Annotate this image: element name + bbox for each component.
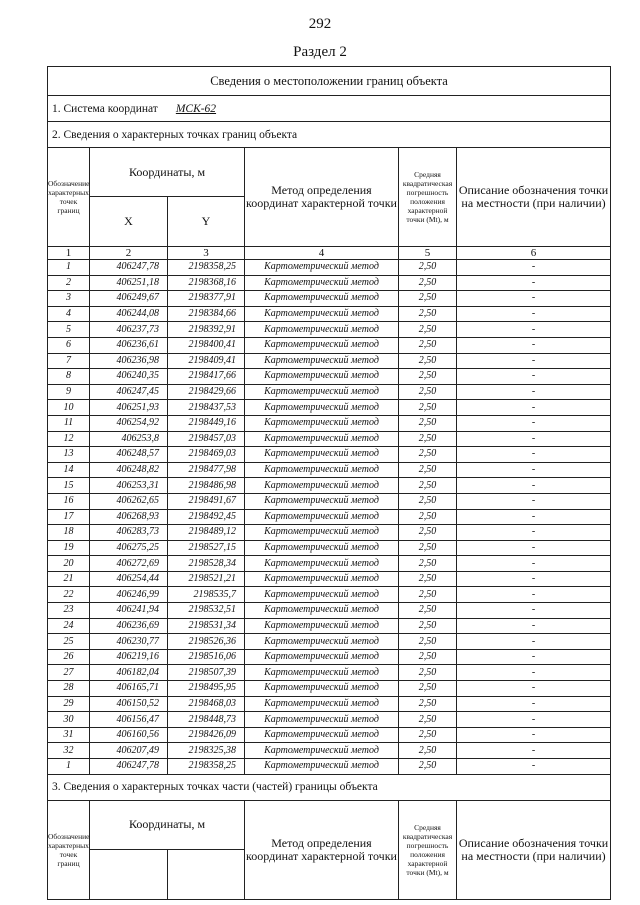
point-id-cell: 32 [48,743,90,759]
method-cell: Картометрический метод [245,400,399,416]
method-cell: Картометрический метод [245,759,399,775]
coord-y-cell: 2198325,38 [168,743,245,759]
coord-x-cell: 406246,99 [90,587,168,603]
table-row [48,260,611,276]
error-value-cell: 2,50 [399,291,457,307]
coord-x-cell: 406253,8 [90,431,168,447]
section-heading: Раздел 2 [293,44,347,60]
error-value-cell: 2,50 [399,649,457,665]
description-cell: - [457,618,611,634]
error-value-cell: 2,50 [399,384,457,400]
error-value-cell: 2,50 [399,665,457,681]
table-row [48,509,611,525]
error-value-cell: 2,50 [399,400,457,416]
description-cell: - [457,275,611,291]
description-cell: - [457,415,611,431]
point-id-cell: 6 [48,337,90,353]
error-value-cell: 2,50 [399,696,457,712]
error-value-cell: 2,50 [399,743,457,759]
description-cell: - [457,384,611,400]
coord-x-cell: 406268,93 [90,509,168,525]
header-description: Описание обозначения точки на местности (при наличии) [457,148,611,247]
coord-y-cell: 2198507,39 [168,665,245,681]
part-header-y [168,849,245,899]
coord-y-cell: 2198492,45 [168,509,245,525]
coord-x-cell: 406236,61 [90,337,168,353]
coord-y-cell: 2198377,91 [168,291,245,307]
coord-x-cell: 406247,45 [90,384,168,400]
method-cell: Картометрический метод [245,369,399,385]
coord-y-cell: 2198527,15 [168,540,245,556]
table-row [48,447,611,463]
point-id-cell: 14 [48,462,90,478]
coord-x-cell: 406236,98 [90,353,168,369]
coord-y-cell: 2198468,03 [168,696,245,712]
method-cell: Картометрический метод [245,712,399,728]
point-id-cell: 4 [48,306,90,322]
coord-x-cell: 406156,47 [90,712,168,728]
description-cell: - [457,634,611,650]
description-cell: - [457,291,611,307]
coord-x-cell: 406244,08 [90,306,168,322]
header-error: Средняя квадратическая погрешность положения характерной точки (Mt), м [399,148,457,247]
coord-x-cell: 406207,49 [90,743,168,759]
coord-x-cell: 406253,31 [90,478,168,494]
description-cell: - [457,447,611,463]
error-value-cell: 2,50 [399,493,457,509]
header-x: X [90,197,168,247]
error-value-cell: 2,50 [399,353,457,369]
table-row [48,353,611,369]
point-id-cell: 27 [48,665,90,681]
error-value-cell: 2,50 [399,260,457,276]
coord-x-cell: 406248,57 [90,447,168,463]
column-number: 4 [245,247,399,260]
point-id-cell: 10 [48,400,90,416]
coord-y-cell: 2198495,95 [168,681,245,697]
point-id-cell: 13 [48,447,90,463]
error-value-cell: 2,50 [399,415,457,431]
table-title: Сведения о местоположении границ объекта [48,67,611,96]
description-cell: - [457,649,611,665]
coord-y-cell: 2198521,21 [168,571,245,587]
coord-y-cell: 2198449,16 [168,415,245,431]
error-value-cell: 2,50 [399,556,457,572]
coord-x-cell: 406219,16 [90,649,168,665]
coord-x-cell: 406272,69 [90,556,168,572]
header-y: Y [168,197,245,247]
coord-y-cell: 2198437,53 [168,400,245,416]
point-id-cell: 22 [48,587,90,603]
point-id-cell: 12 [48,431,90,447]
part-header-description: Описание обозначения точки на местности (при наличии) [457,800,611,899]
point-id-cell: 2 [48,275,90,291]
coord-x-cell: 406283,73 [90,525,168,541]
coord-y-cell: 2198429,66 [168,384,245,400]
coord-x-cell: 406230,77 [90,634,168,650]
coord-y-cell: 2198426,09 [168,727,245,743]
table-row [48,759,611,775]
description-cell: - [457,665,611,681]
table-row [48,478,611,494]
table-row [48,712,611,728]
table-row [48,462,611,478]
method-cell: Картометрический метод [245,634,399,650]
description-cell: - [457,369,611,385]
method-cell: Картометрический метод [245,681,399,697]
description-cell: - [457,743,611,759]
coord-y-cell: 2198392,91 [168,322,245,338]
coord-y-cell: 2198384,66 [168,306,245,322]
method-cell: Картометрический метод [245,556,399,572]
description-cell: - [457,681,611,697]
table-row [48,556,611,572]
error-value-cell: 2,50 [399,447,457,463]
coord-y-cell: 2198448,73 [168,712,245,728]
coord-y-cell: 2198400,41 [168,337,245,353]
part-section-title: 3. Сведения о характерных точках части (частей) границы объекта [48,774,611,800]
method-cell: Картометрический метод [245,571,399,587]
coord-x-cell: 406251,18 [90,275,168,291]
coord-x-cell: 406254,92 [90,415,168,431]
method-cell: Картометрический метод [245,353,399,369]
method-cell: Картометрический метод [245,493,399,509]
table-row [48,603,611,619]
table-row [48,369,611,385]
column-number: 1 [48,247,90,260]
column-number: 2 [90,247,168,260]
boundary-table [47,66,611,900]
method-cell: Картометрический метод [245,447,399,463]
description-cell: - [457,400,611,416]
description-cell: - [457,571,611,587]
point-id-cell: 29 [48,696,90,712]
table-row [48,618,611,634]
coord-y-cell: 2198531,34 [168,618,245,634]
column-number: 3 [168,247,245,260]
description-cell: - [457,478,611,494]
point-id-cell: 19 [48,540,90,556]
table-row [48,665,611,681]
coord-x-cell: 406240,35 [90,369,168,385]
table-row [48,415,611,431]
coord-system-row [48,96,611,122]
boundary-table-container [47,66,610,877]
point-id-cell: 20 [48,556,90,572]
coord-y-cell: 2198358,25 [168,759,245,775]
point-id-cell: 1 [48,759,90,775]
description-cell: - [457,696,611,712]
coord-y-cell: 2198486,98 [168,478,245,494]
coord-x-cell: 406237,73 [90,322,168,338]
table-row [48,743,611,759]
point-id-cell: 26 [48,649,90,665]
coord-x-cell: 406248,82 [90,462,168,478]
description-cell: - [457,353,611,369]
coord-x-cell: 406160,56 [90,727,168,743]
method-cell: Картометрический метод [245,322,399,338]
method-cell: Картометрический метод [245,618,399,634]
table-row [48,525,611,541]
error-value-cell: 2,50 [399,322,457,338]
method-cell: Картометрический метод [245,384,399,400]
coord-y-cell: 2198368,16 [168,275,245,291]
method-cell: Картометрический метод [245,291,399,307]
method-cell: Картометрический метод [245,727,399,743]
point-id-cell: 24 [48,618,90,634]
description-cell: - [457,431,611,447]
coord-x-cell: 406251,93 [90,400,168,416]
table-row [48,571,611,587]
error-value-cell: 2,50 [399,571,457,587]
table-row [48,727,611,743]
coord-x-cell: 406241,94 [90,603,168,619]
coord-x-cell: 406254,44 [90,571,168,587]
part-header-x [90,849,168,899]
table-row [48,493,611,509]
error-value-cell: 2,50 [399,587,457,603]
coord-y-cell: 2198417,66 [168,369,245,385]
coord-system-label: 1. Система координат [52,102,158,115]
coord-y-cell: 2198516,06 [168,649,245,665]
error-value-cell: 2,50 [399,540,457,556]
point-id-cell: 9 [48,384,90,400]
point-id-cell: 28 [48,681,90,697]
point-id-cell: 11 [48,415,90,431]
point-id-cell: 21 [48,571,90,587]
description-cell: - [457,509,611,525]
table-row [48,291,611,307]
coord-y-cell: 2198477,98 [168,462,245,478]
coord-y-cell: 2198469,03 [168,447,245,463]
table-row [48,400,611,416]
coord-y-cell: 2198491,67 [168,493,245,509]
table-row [48,322,611,338]
error-value-cell: 2,50 [399,509,457,525]
table-row [48,681,611,697]
method-cell: Картометрический метод [245,337,399,353]
point-id-cell: 5 [48,322,90,338]
part-header-designation: Обозначение характерных точек границ [48,800,90,899]
description-cell: - [457,587,611,603]
method-cell: Картометрический метод [245,665,399,681]
coord-x-cell: 406236,69 [90,618,168,634]
table-row [48,587,611,603]
point-id-cell: 25 [48,634,90,650]
description-cell: - [457,603,611,619]
table-row [48,306,611,322]
table-row [48,649,611,665]
point-id-cell: 17 [48,509,90,525]
part-header-method: Метод определения координат характерной точки [245,800,399,899]
column-number: 6 [457,247,611,260]
coord-x-cell: 406247,78 [90,260,168,276]
point-id-cell: 7 [48,353,90,369]
method-cell: Картометрический метод [245,275,399,291]
coord-y-cell: 2198409,41 [168,353,245,369]
method-cell: Картометрический метод [245,478,399,494]
coord-x-cell: 406262,65 [90,493,168,509]
method-cell: Картометрический метод [245,649,399,665]
point-id-cell: 8 [48,369,90,385]
coord-x-cell: 406150,52 [90,696,168,712]
description-cell: - [457,727,611,743]
error-value-cell: 2,50 [399,525,457,541]
description-cell: - [457,306,611,322]
method-cell: Картометрический метод [245,743,399,759]
method-cell: Картометрический метод [245,603,399,619]
description-cell: - [457,493,611,509]
error-value-cell: 2,50 [399,618,457,634]
part-header-coordinates: Координаты, м [90,800,245,849]
method-cell: Картометрический метод [245,431,399,447]
column-number: 5 [399,247,457,260]
page-number: 292 [308,16,332,32]
table-row [48,696,611,712]
method-cell: Картометрический метод [245,415,399,431]
description-cell: - [457,712,611,728]
error-value-cell: 2,50 [399,337,457,353]
error-value-cell: 2,50 [399,712,457,728]
description-cell: - [457,337,611,353]
description-cell: - [457,556,611,572]
point-id-cell: 18 [48,525,90,541]
coord-x-cell: 406247,78 [90,759,168,775]
table-row [48,337,611,353]
description-cell: - [457,260,611,276]
error-value-cell: 2,50 [399,478,457,494]
table-row [48,540,611,556]
header-coordinates: Координаты, м [90,148,245,197]
coord-y-cell: 2198532,51 [168,603,245,619]
error-value-cell: 2,50 [399,727,457,743]
coord-y-cell: 2198489,12 [168,525,245,541]
coord-y-cell: 2198358,25 [168,260,245,276]
table-row [48,431,611,447]
error-value-cell: 2,50 [399,759,457,775]
column-numbers-row [48,247,611,260]
error-value-cell: 2,50 [399,369,457,385]
description-cell: - [457,759,611,775]
coord-x-cell: 406182,04 [90,665,168,681]
point-id-cell: 1 [48,260,90,276]
table-row [48,634,611,650]
coord-y-cell: 2198535,7 [168,587,245,603]
point-id-cell: 30 [48,712,90,728]
points-section-title: 2. Сведения о характерных точках границ объекта [48,122,611,148]
method-cell: Картометрический метод [245,696,399,712]
error-value-cell: 2,50 [399,462,457,478]
error-value-cell: 2,50 [399,634,457,650]
table-row [48,384,611,400]
point-id-cell: 3 [48,291,90,307]
point-id-cell: 23 [48,603,90,619]
description-cell: - [457,462,611,478]
coord-y-cell: 2198528,34 [168,556,245,572]
table-row [48,275,611,291]
method-cell: Картометрический метод [245,260,399,276]
method-cell: Картометрический метод [245,509,399,525]
coord-x-cell: 406249,67 [90,291,168,307]
coord-y-cell: 2198457,03 [168,431,245,447]
description-cell: - [457,540,611,556]
method-cell: Картометрический метод [245,587,399,603]
method-cell: Картометрический метод [245,525,399,541]
error-value-cell: 2,50 [399,306,457,322]
description-cell: - [457,525,611,541]
point-id-cell: 15 [48,478,90,494]
coord-system-value: МСК-62 [175,102,217,115]
header-method: Метод определения координат характерной точки [245,148,399,247]
coord-x-cell: 406165,71 [90,681,168,697]
method-cell: Картометрический метод [245,462,399,478]
method-cell: Картометрический метод [245,306,399,322]
error-value-cell: 2,50 [399,603,457,619]
description-cell: - [457,322,611,338]
header-designation: Обозначение характерных точек границ [48,148,90,247]
point-id-cell: 16 [48,493,90,509]
coord-y-cell: 2198526,36 [168,634,245,650]
error-value-cell: 2,50 [399,431,457,447]
error-value-cell: 2,50 [399,681,457,697]
method-cell: Картометрический метод [245,540,399,556]
point-id-cell: 31 [48,727,90,743]
coord-x-cell: 406275,25 [90,540,168,556]
error-value-cell: 2,50 [399,275,457,291]
part-header-error: Средняя квадратическая погрешность положения характерной точки (Mt), м [399,800,457,899]
